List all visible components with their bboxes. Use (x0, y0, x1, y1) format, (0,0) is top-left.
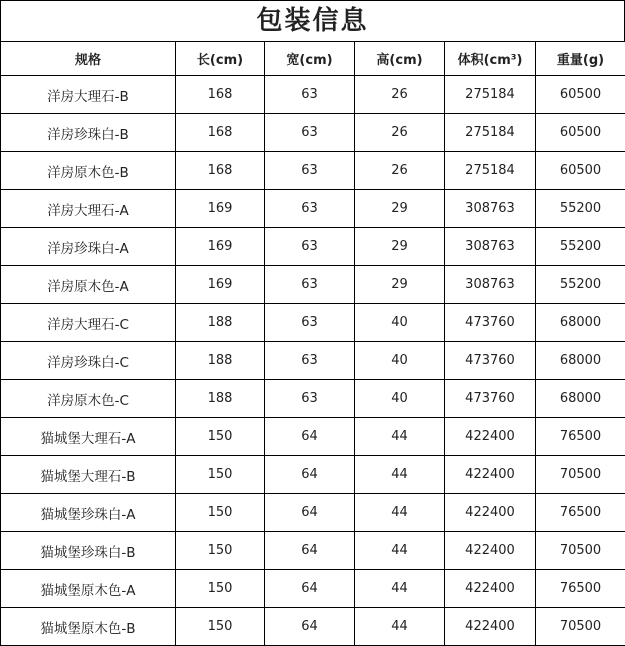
cell-spec: 洋房原木色-A (1, 266, 176, 304)
cell-length: 150 (176, 456, 265, 494)
cell-spec: 洋房大理石-B (1, 76, 176, 114)
cell-spec: 猫城堡原木色-B (1, 608, 176, 646)
cell-weight: 70500 (536, 532, 625, 570)
table-row (1, 76, 625, 114)
cell-spec: 猫城堡大理石-B (1, 456, 176, 494)
cell-spec: 洋房珍珠白-C (1, 342, 176, 380)
cell-spec: 猫城堡大理石-A (1, 418, 176, 456)
cell-height: 40 (355, 304, 445, 342)
cell-width: 64 (265, 418, 355, 456)
cell-width: 63 (265, 380, 355, 418)
cell-height: 40 (355, 380, 445, 418)
cell-spec: 洋房大理石-A (1, 190, 176, 228)
table-header-row (1, 42, 625, 76)
cell-volume: 422400 (445, 608, 536, 646)
table-row (1, 152, 625, 190)
sheet-title: 包装信息 (0, 0, 625, 41)
cell-length: 169 (176, 190, 265, 228)
cell-volume: 473760 (445, 380, 536, 418)
cell-weight: 55200 (536, 228, 625, 266)
cell-width: 63 (265, 304, 355, 342)
cell-volume: 275184 (445, 152, 536, 190)
cell-width: 63 (265, 228, 355, 266)
table-row (1, 190, 625, 228)
table-row (1, 418, 625, 456)
table-row (1, 532, 625, 570)
cell-width: 64 (265, 494, 355, 532)
cell-weight: 60500 (536, 114, 625, 152)
cell-length: 150 (176, 608, 265, 646)
cell-volume: 473760 (445, 342, 536, 380)
cell-height: 44 (355, 532, 445, 570)
column-header-weight: 重量(g) (536, 42, 625, 76)
cell-weight: 60500 (536, 76, 625, 114)
cell-volume: 422400 (445, 418, 536, 456)
cell-weight: 68000 (536, 380, 625, 418)
cell-length: 188 (176, 342, 265, 380)
cell-weight: 68000 (536, 342, 625, 380)
cell-volume: 422400 (445, 570, 536, 608)
cell-volume: 308763 (445, 190, 536, 228)
cell-length: 188 (176, 380, 265, 418)
cell-spec: 猫城堡珍珠白-B (1, 532, 176, 570)
cell-length: 150 (176, 494, 265, 532)
cell-length: 150 (176, 532, 265, 570)
cell-height: 26 (355, 114, 445, 152)
cell-spec: 洋房大理石-C (1, 304, 176, 342)
column-header-height: 高(cm) (355, 42, 445, 76)
cell-height: 44 (355, 418, 445, 456)
cell-length: 150 (176, 570, 265, 608)
cell-weight: 76500 (536, 570, 625, 608)
cell-height: 29 (355, 266, 445, 304)
packaging-table (0, 41, 625, 646)
cell-spec: 洋房原木色-B (1, 152, 176, 190)
cell-weight: 76500 (536, 418, 625, 456)
cell-length: 169 (176, 228, 265, 266)
cell-width: 63 (265, 190, 355, 228)
cell-width: 64 (265, 456, 355, 494)
cell-weight: 70500 (536, 456, 625, 494)
cell-spec: 猫城堡珍珠白-A (1, 494, 176, 532)
table-row (1, 266, 625, 304)
column-header-length: 长(cm) (176, 42, 265, 76)
cell-length: 188 (176, 304, 265, 342)
table-row (1, 456, 625, 494)
cell-length: 168 (176, 114, 265, 152)
cell-volume: 308763 (445, 266, 536, 304)
cell-weight: 55200 (536, 266, 625, 304)
cell-width: 63 (265, 342, 355, 380)
cell-width: 64 (265, 570, 355, 608)
cell-length: 150 (176, 418, 265, 456)
column-header-width: 宽(cm) (265, 42, 355, 76)
cell-height: 44 (355, 494, 445, 532)
table-row (1, 304, 625, 342)
cell-width: 63 (265, 76, 355, 114)
cell-weight: 70500 (536, 608, 625, 646)
cell-height: 44 (355, 608, 445, 646)
cell-volume: 473760 (445, 304, 536, 342)
cell-volume: 422400 (445, 456, 536, 494)
cell-width: 63 (265, 266, 355, 304)
cell-width: 63 (265, 114, 355, 152)
cell-weight: 60500 (536, 152, 625, 190)
cell-spec: 洋房原木色-C (1, 380, 176, 418)
table-row (1, 380, 625, 418)
column-header-spec: 规格 (1, 42, 176, 76)
table-row (1, 228, 625, 266)
cell-height: 44 (355, 456, 445, 494)
cell-volume: 308763 (445, 228, 536, 266)
cell-width: 64 (265, 608, 355, 646)
cell-spec: 洋房珍珠白-B (1, 114, 176, 152)
cell-height: 26 (355, 152, 445, 190)
cell-volume: 275184 (445, 114, 536, 152)
table-row (1, 608, 625, 646)
cell-length: 168 (176, 76, 265, 114)
table-row (1, 342, 625, 380)
cell-height: 29 (355, 228, 445, 266)
cell-height: 26 (355, 76, 445, 114)
cell-height: 40 (355, 342, 445, 380)
cell-spec: 猫城堡原木色-A (1, 570, 176, 608)
cell-volume: 422400 (445, 494, 536, 532)
cell-volume: 422400 (445, 532, 536, 570)
cell-width: 63 (265, 152, 355, 190)
column-header-volume: 体积(cm³) (445, 42, 536, 76)
table-row (1, 114, 625, 152)
cell-weight: 55200 (536, 190, 625, 228)
cell-length: 169 (176, 266, 265, 304)
table-row (1, 494, 625, 532)
cell-height: 44 (355, 570, 445, 608)
cell-width: 64 (265, 532, 355, 570)
cell-spec: 洋房珍珠白-A (1, 228, 176, 266)
cell-height: 29 (355, 190, 445, 228)
table-row (1, 570, 625, 608)
cell-weight: 68000 (536, 304, 625, 342)
cell-length: 168 (176, 152, 265, 190)
cell-weight: 76500 (536, 494, 625, 532)
cell-volume: 275184 (445, 76, 536, 114)
